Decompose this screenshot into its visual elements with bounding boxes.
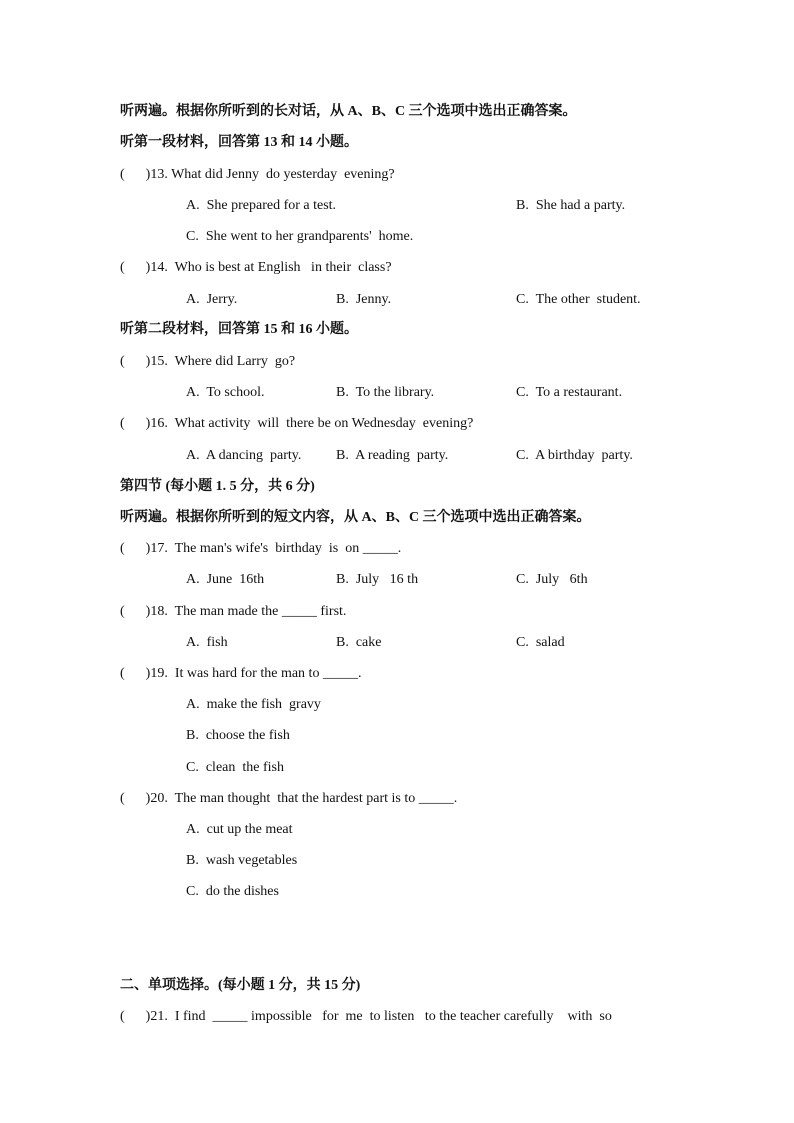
q14-stem: ( )14. Who is best at English in their class?: [120, 260, 392, 275]
q18-option-a: A. fish: [186, 635, 228, 650]
q16-option-a: A. A dancing party.: [186, 448, 302, 463]
section3-instruction: 听两遍。根据你所听到的长对话，从 A、B、C 三个选项中选出正确答案。: [120, 104, 577, 119]
q18-stem: ( )18. The man made the _____ first.: [120, 604, 347, 619]
q14-option-c: C. The other student.: [516, 292, 641, 307]
q18-option-c: C. salad: [516, 635, 565, 650]
q20-stem: ( )20. The man thought that the hardest part is to _____.: [120, 791, 458, 806]
q20-option-c: C. do the dishes: [186, 884, 279, 899]
q14-option-a: A. Jerry.: [186, 292, 238, 307]
q19-option-b: B. choose the fish: [186, 728, 290, 743]
q16-option-b: B. A reading party.: [336, 448, 449, 463]
q13-option-b: B. She had a party.: [516, 198, 626, 213]
part2-heading: 二、单项选择。(每小题 1 分，共 15 分): [120, 978, 361, 993]
material1-label: 听第一段材料，回答第 13 和 14 小题。: [120, 135, 358, 150]
q19-stem: ( )19. It was hard for the man to _____.: [120, 666, 362, 681]
q15-option-a: A. To school.: [186, 385, 265, 400]
q20-option-b: B. wash vegetables: [186, 853, 298, 868]
q15-option-b: B. To the library.: [336, 385, 435, 400]
q21-stem: ( )21. I find _____ impossible for me to listen to the teacher carefully with so: [120, 1009, 612, 1024]
q15-stem: ( )15. Where did Larry go?: [120, 354, 296, 369]
material2-label: 听第二段材料，回答第 15 和 16 小题。: [120, 322, 358, 337]
q17-option-a: A. June 16th: [186, 572, 265, 587]
q16-option-c: C. A birthday party.: [516, 448, 633, 463]
section4-heading: 第四节 (每小题 1. 5 分，共 6 分): [120, 479, 315, 494]
q15-option-c: C. To a restaurant.: [516, 385, 623, 400]
q17-option-b: B. July 16 th: [336, 572, 419, 587]
q13-option-a: A. She prepared for a test.: [186, 198, 337, 213]
q18-option-b: B. cake: [336, 635, 382, 650]
q17-stem: ( )17. The man's wife's birthday is on _____.: [120, 541, 402, 556]
q13-option-c: C. She went to her grandparents' home.: [186, 229, 414, 244]
q20-option-a: A. cut up the meat: [186, 822, 293, 837]
q19-option-a: A. make the fish gravy: [186, 697, 321, 712]
q13-stem: ( )13. What did Jenny do yesterday evening?: [120, 167, 395, 182]
section4-instruction: 听两遍。根据你所听到的短文内容，从 A、B、C 三个选项中选出正确答案。: [120, 510, 591, 525]
q16-stem: ( )16. What activity will there be on Wednesday evening?: [120, 416, 474, 431]
q14-option-b: B. Jenny.: [336, 292, 392, 307]
q19-option-c: C. clean the fish: [186, 760, 284, 775]
q17-option-c: C. July 6th: [516, 572, 588, 587]
